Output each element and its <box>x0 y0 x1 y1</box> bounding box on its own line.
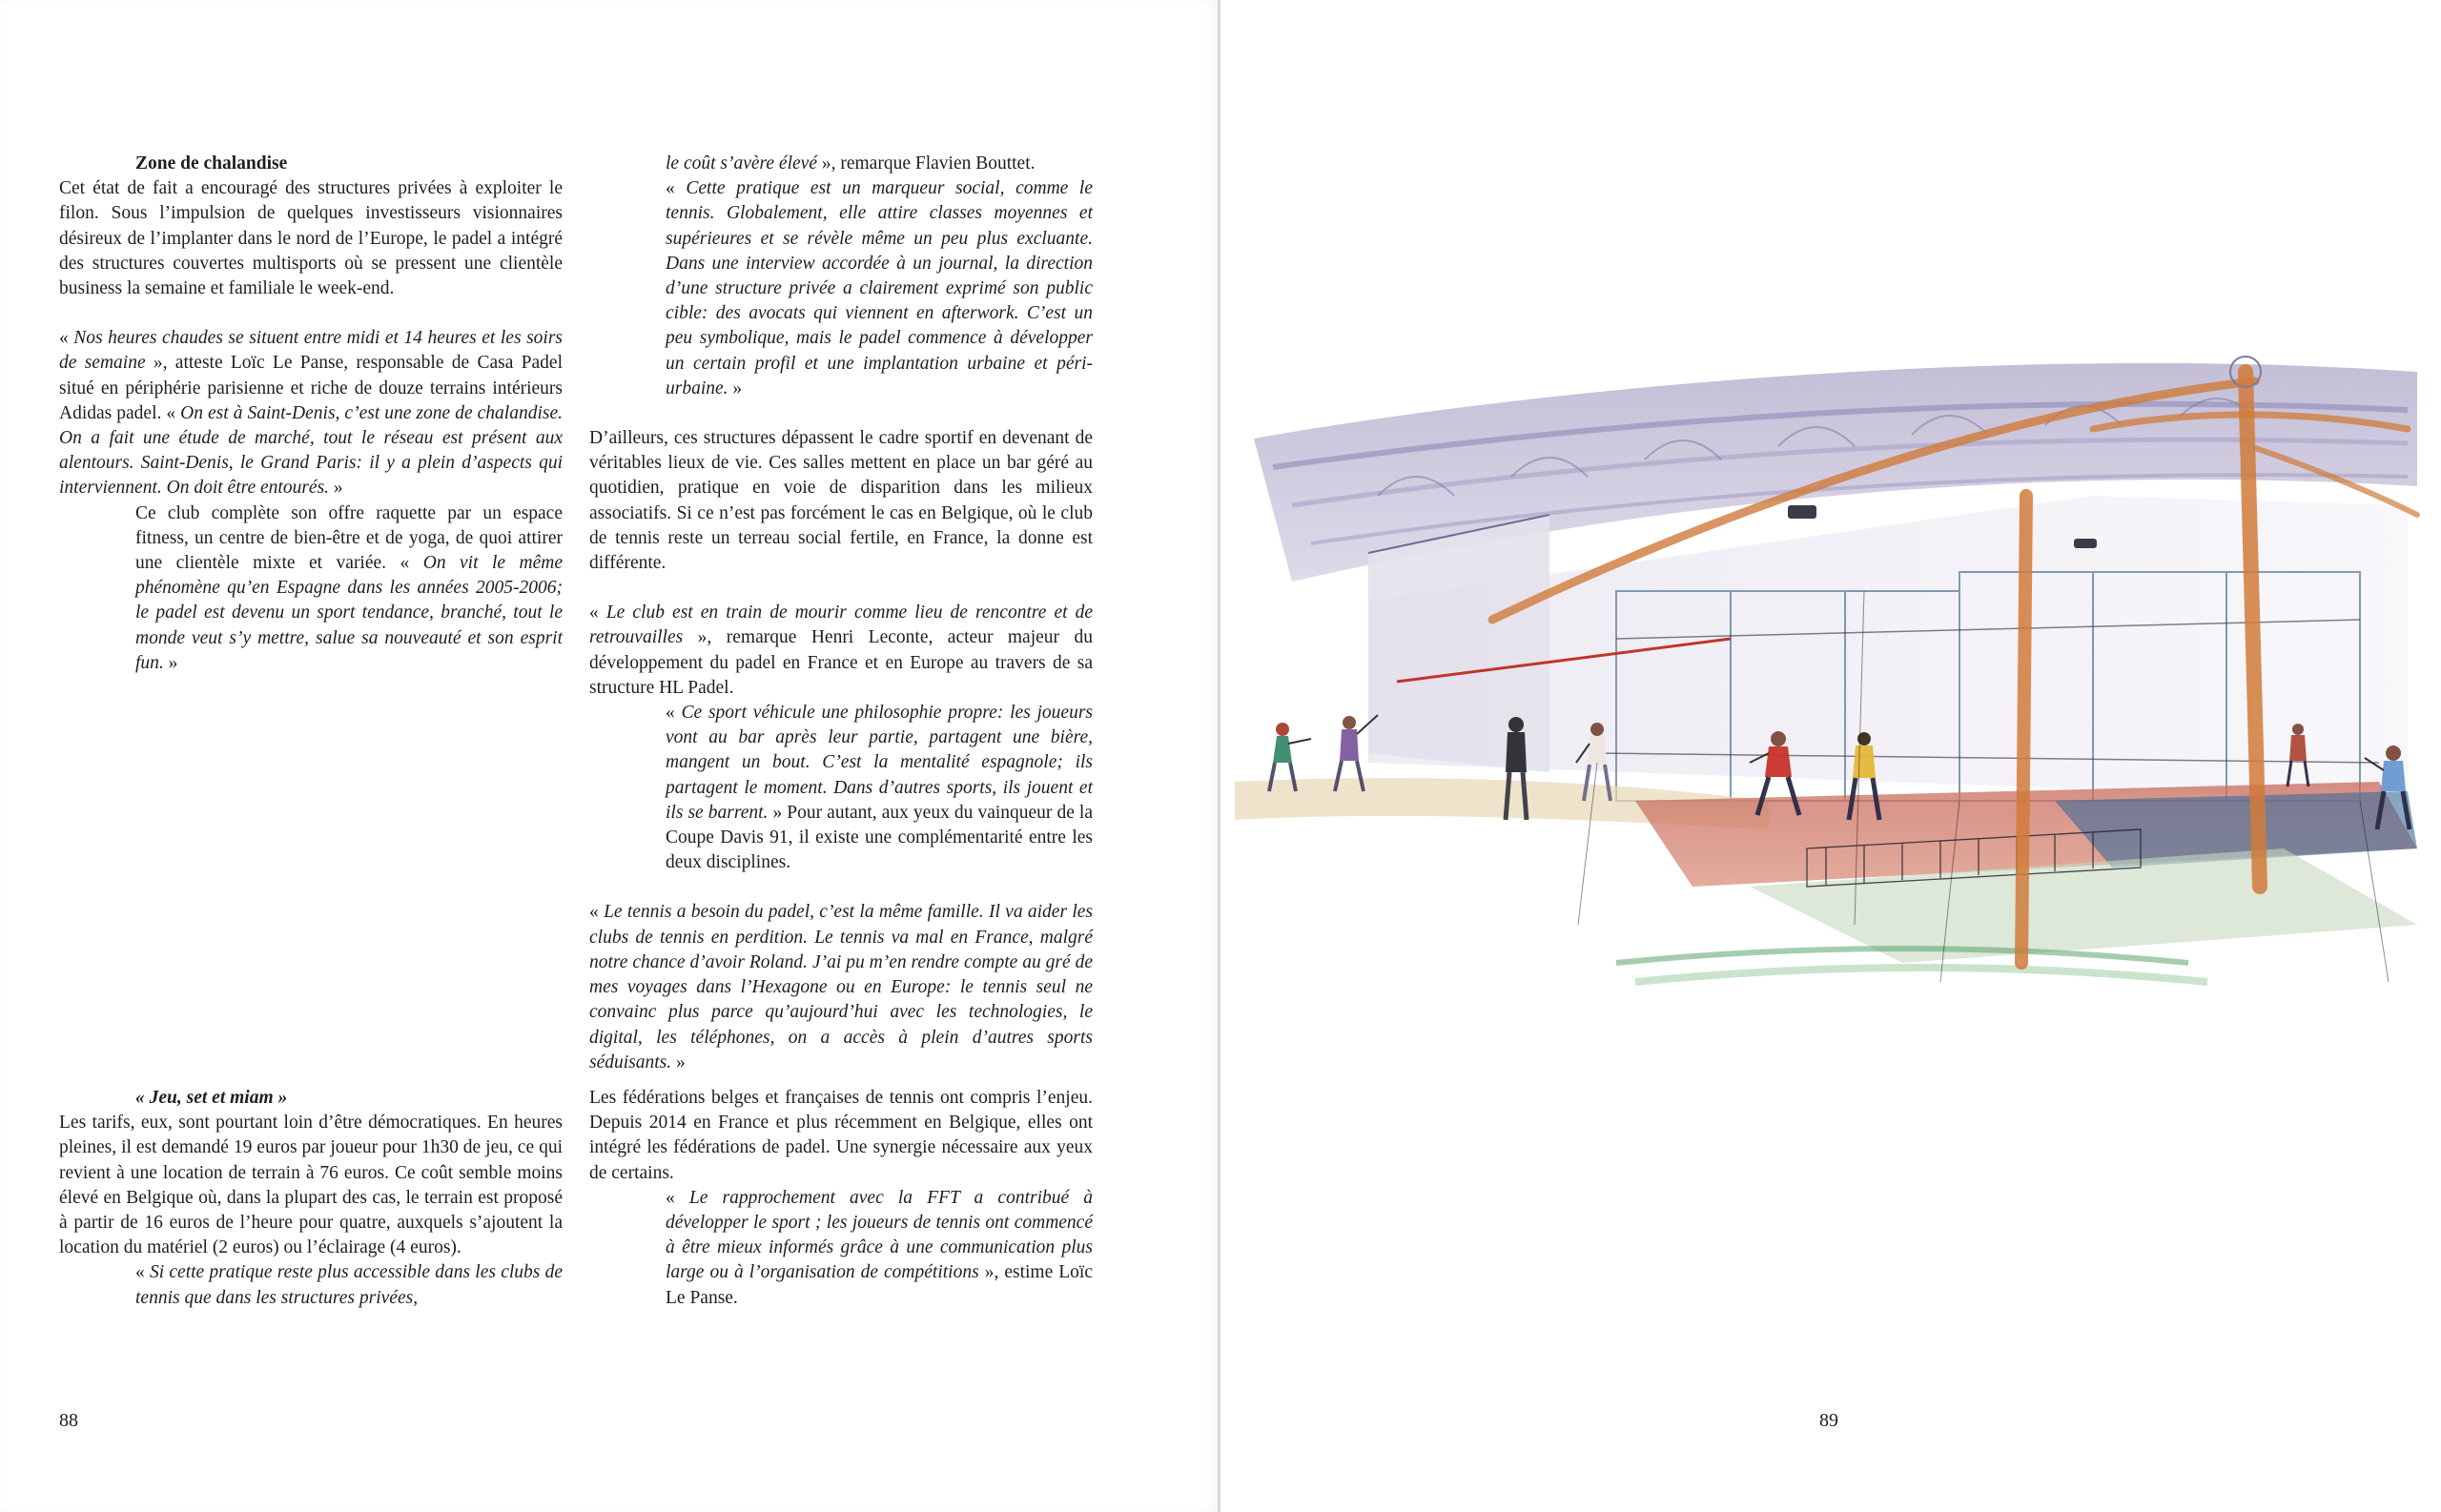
left-column-top <box>59 152 563 676</box>
left-page <box>0 0 1219 1512</box>
paragraph-lieux-de-vie: D’ailleurs, ces structures dépassent le cadre sportif en devenant de véritables lieux de vie. Ces salles mettent en place un bar géré au quotidien, pratique en voie de disparition dans les milieux associatifs. Si ce n’est pas forcément le cas en Belgique, où le club de tennis reste un terreau social fertile, en France, la donne est différente. <box>589 428 1093 574</box>
right-column-bottom <box>589 1086 1093 1311</box>
paragraph: Cet état de fait a encouragé des structures privées à exploiter le filon. Sous l’impulsion de quelques investisseurs visionnaires désireux de l’implanter dans le nord de l’Europe, le padel a intégré des structures couvertes multisports où se pressent une clientèle business la semaine et familiale le week-end. <box>59 178 563 299</box>
paragraph-federations: Les fédérations belges et françaises de tennis ont compris l’enjeu. Depuis 2014 en France et plus récemment en Belgique, elles ont intégré les fédérations de padel. Une synergie nécessaire aux yeux de certains. <box>589 1088 1093 1183</box>
book-gutter <box>1218 0 1220 1512</box>
padel-hall-illustration-icon <box>1235 353 2431 1087</box>
page-number-left: 88 <box>59 1410 78 1431</box>
paragraph-quote-le-panse: « Nos heures chaudes se situent entre midi et 14 heures et les soirs de semaine », atteste Loïc Le Panse, responsable de Casa Padel situé en périphérie parisienne et riche de douze terrains intérieurs Adidas padel. « On est à Saint-Denis, c’est une zone de chalandise. On a fait une étude de marché, tout le réseau est présent aux alentours. Saint-Denis, le Grand Paris: il y a plein d’aspects qui interviennent. On doit être entourés. » <box>59 328 564 499</box>
paragraph-quote-tennis-padel: « Le tennis a besoin du padel, c’est la même famille. Il va aider les clubs de tennis en perdition. Le tennis va mal en France, malgré notre chance d’avoir Roland. J’ai pu m’en rendre compte au gré de mes voyages dans l’Hexagone ou en Europe: le tennis seul ne convainc plus parce qu’aujourd’hui avec les technologies, le digital, les téléphones, on a accès à plein d’autres sports séduisants. » <box>589 902 1093 1073</box>
paragraph-quote-accessible: « Si cette pratique reste plus accessible dans les clubs de tennis que dans les structures privées, <box>135 1262 563 1308</box>
section-heading-jeu-set-et-miam: « Jeu, set et miam » <box>135 1088 288 1108</box>
page-number-right: 89 <box>1819 1410 1838 1431</box>
paragraph-club-offer: Ce club complète son offre raquette par un espace fitness, un centre de bien-être et de yoga, de quoi attirer une clientèle mixte et variée. « On vit le même phénomène qu’en Espagne dans les années 2005-2006; le padel est devenu un sport tendance, branché, tout le monde veut s’y mettre, salue sa nouveauté et son esprit fun. » <box>135 502 564 673</box>
section-heading-zone-de-chalandise: Zone de chalandise <box>135 153 288 174</box>
right-column-top <box>589 152 1093 1075</box>
paragraph-tarifs: Les tarifs, eux, sont pourtant loin d’être démocratiques. En heures pleines, il est demandé 19 euros par joueur pour 1h30 de jeu, ce qui revient à une location de terrain à 76 euros. Ce coût semble moins élevé en Belgique où, dans la plupart des cas, le terrain est proposé à partir de 16 euros de l’heure pour quatre, auxquels s’ajoutent la location du matériel (2 euros) ou l’éclairage (4 euros). <box>59 1113 563 1258</box>
paragraph-cout-eleve: le coût s’avère élevé », remarque Flavien Bouttet. <box>666 153 1036 174</box>
paragraph-quote-leconte: « Le club est en train de mourir comme lieu de rencontre et de retrouvailles », remarque Henri Leconte, acteur majeur du développement du padel en France et en Europe au travers de sa structure HL Padel. <box>589 603 1094 698</box>
paragraph-quote-philosophie: « Ce sport véhicule une philosophie propre: les joueurs vont au bar après leur partie, partagent une bière, mangent un bout. C’est la mentalité espagnole; ils partagent le moment. Dans d’autres sports, ils jouent et ils se barrent. » Pour autant, aux yeux du vainqueur de la Coupe Davis 91, il existe une complémentarité entre les deux disciplines. <box>666 703 1094 873</box>
paragraph-quote-marqueur-social: « Cette pratique est un marqueur social, comme le tennis. Globalement, elle attire classes moyennes et supérieures et se révèle même un peu plus excluante. Dans une interview accordée à un journal, la direction d’une structure privée a clairement exprimé son public cible: des avocats qui viennent en afterwork. C’est un peu symbolique, mais le padel commence à développer un certain profil et une implantation urbaine et péri-urbaine. » <box>666 178 1094 398</box>
left-column-bottom <box>59 1086 563 1311</box>
paragraph-quote-fft: « Le rapprochement avec la FFT a contribué à développer le sport ; les joueurs de tennis ont commencé à être mieux informés grâce à une communication plus large ou à l’organisation de compétitions », estime Loïc Le Panse. <box>666 1187 1094 1308</box>
